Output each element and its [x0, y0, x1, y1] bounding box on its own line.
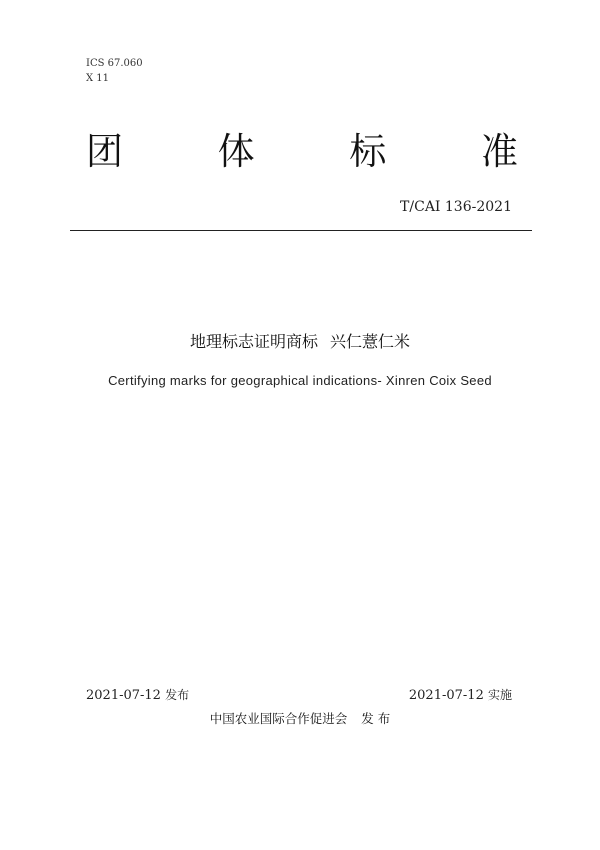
publisher-name: 中国农业国际合作促进会: [209, 711, 348, 726]
standard-number: T/CAI 136-2021: [400, 199, 512, 215]
issue-date-value: 2021-07-12: [86, 688, 161, 703]
implementation-date-value: 2021-07-12: [408, 688, 484, 703]
issue-date: [86, 687, 189, 704]
publisher: [0, 711, 600, 727]
publisher-action: 发 布: [361, 711, 391, 726]
standard-type-heading: [86, 130, 518, 174]
implementation-label: 实施: [487, 688, 512, 702]
standard-type-char: 团: [86, 130, 123, 173]
ics-code: ICS 67.060: [86, 58, 143, 69]
standard-type-char: 体: [217, 130, 255, 173]
implementation-date: [409, 687, 512, 704]
standard-type-char: 准: [480, 130, 518, 173]
chinese-title-part1: 地理标志证明商标: [189, 332, 318, 351]
classification-code: X 11: [86, 73, 110, 84]
chinese-title: [0, 332, 600, 352]
header-divider: [70, 230, 532, 231]
english-title: Certifying marks for geographical indications- Xinren Coix Seed: [108, 373, 492, 388]
standard-type-char: 标: [349, 130, 387, 173]
chinese-title-part2: 兴仁薏仁米: [330, 332, 411, 351]
issue-label: 发布: [165, 688, 190, 702]
